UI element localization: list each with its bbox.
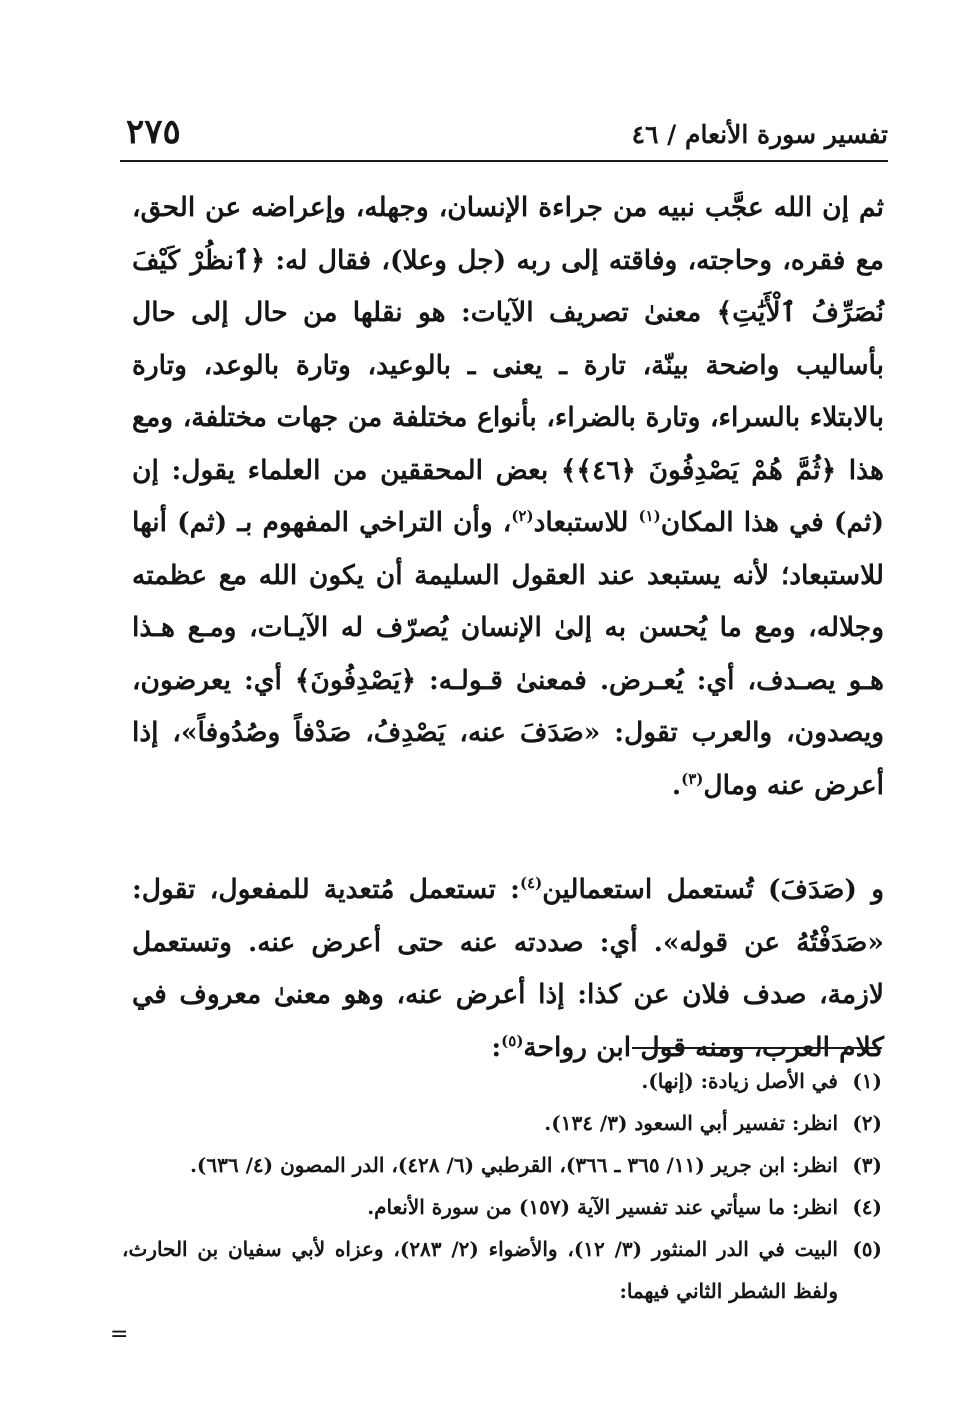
footnote-number: (٤) (852, 1195, 882, 1219)
text-segment: بعض المحققين من العلماء يقول: إن (ثم) في هذا المكان (132, 454, 884, 538)
footnote-text: البيت في الدر المنثور (٣/ ١٢)، والأضواء (٢/ ٢٨٣)، وعزاه لأبي سفيان بن الحارث، ولفظ الشطر الثاني فيهما: (122, 1237, 838, 1303)
text-segment: ، وأن التراخي المفهوم بـ (ثم) أنها للاستبعاد؛ لأنه يستبعد عند العقول السليمة أن يكون الله مع عظمته وجلاله، ومع ما يُحسن به إلىٰ الإنسان يُصرّف له الآيـات، ومـع هـذا هـو يصـدف، أي: يُعـرض. فمعنىٰ قـولـه: (132, 507, 884, 696)
main-text (132, 182, 884, 1074)
footnote-number: (٢) (852, 1111, 882, 1135)
continuation-mark: = (110, 1322, 129, 1347)
footnote-text: في الأصل زيادة: (إنها). (641, 1069, 838, 1093)
footnote-ref-1: (١) (638, 507, 661, 526)
footnote-ref-5: (٥) (501, 1031, 524, 1050)
footnote-number: (٥) (852, 1237, 882, 1261)
footnote-text: انظر: ابن جرير (١١/ ٣٦٥ ـ ٣٦٦)، القرطبي (٦/ ٤٢٨)، الدر المصون (٤/ ٦٣٦). (189, 1153, 838, 1177)
paragraph-1 (132, 182, 884, 812)
footnote-item (122, 1102, 882, 1144)
text-segment: . (671, 769, 682, 801)
text-segment: ثم إن الله عجَّب نبيه من جراءة الإنسان، وجهله، وإعراضه عن الحق، مع فقره، وحاجته، وفاقته إلى ربه (جل وعلا)، فقال له: (132, 192, 884, 276)
footnote-ref-2: (٢) (511, 507, 534, 526)
footnotes-list (122, 1060, 882, 1312)
quran-quote: ﴿يَصْدِفُونَ﴾ (294, 664, 417, 696)
footnote-ref-4: (٤) (519, 874, 543, 893)
footnote-item (122, 1186, 882, 1228)
text-segment: : (491, 1031, 502, 1063)
footnote-item (122, 1228, 882, 1312)
text-segment: أي: يعرضون، ويصدون، والعرب تقول: «صَدَفَ عنه، يَصْدِفُ، صَدْفاً وصُدُوفاً»، إذا أعرض عنه ومال (132, 664, 884, 801)
footnote-text: انظر: تفسير أبي السعود (٣/ ١٣٤). (544, 1111, 838, 1135)
footnote-item (122, 1060, 882, 1102)
running-header (120, 112, 888, 162)
footnote-ref-3: (٣) (681, 769, 704, 788)
footnote-divider (632, 1047, 882, 1049)
quran-quote: ﴿ثُمَّ هُمْ يَصْدِفُونَ ﴿٤٦﴾﴾ (560, 454, 837, 486)
text-segment: : تستعمل مُتعدية للمفعول، تقول: «صَدَفْتُهُ عن قوله». أي: صددته عنه حتى أعرض عنه. وتستعمل لازمة، صدف فلان عن كذا: إذا أعرض عنه، وهو معنىٰ معروف في كلام العرب، ومنه قول ابن رواحة (132, 874, 884, 1063)
footnote-number: (٣) (852, 1153, 882, 1177)
footnote-item (122, 1144, 882, 1186)
text-segment: و (صَدَفَ) تُستعمل استعمالين (542, 874, 884, 905)
footnote-number: (١) (852, 1069, 882, 1093)
quran-quote: ﴿ٱنظُرْ كَيْفَ نُصَرِّفُ ٱلْأَيَٰتِ﴾ (132, 244, 884, 328)
footnote-text: انظر: ما سيأتي عند تفسير الآية (١٥٧) من سورة الأنعام. (367, 1195, 838, 1219)
text-segment: للاستبعاد (533, 507, 639, 538)
page-number: ٢٧٥ (126, 112, 181, 152)
paragraph-2 (132, 864, 884, 1074)
running-title: تفسير سورة الأنعام / ٤٦ (631, 120, 888, 149)
text-segment: معنىٰ تصريف الآيات: هو نقلها من حال إلى حال بأساليب واضحة بينّة، تارة ـ يعنى ـ بالوعيد، وتارة بالوعد، وتارة بالابتلاء بالسراء، وتارة بالضراء، بأنواع مختلفة من جهات مختلفة، ومع هذا (132, 297, 884, 486)
